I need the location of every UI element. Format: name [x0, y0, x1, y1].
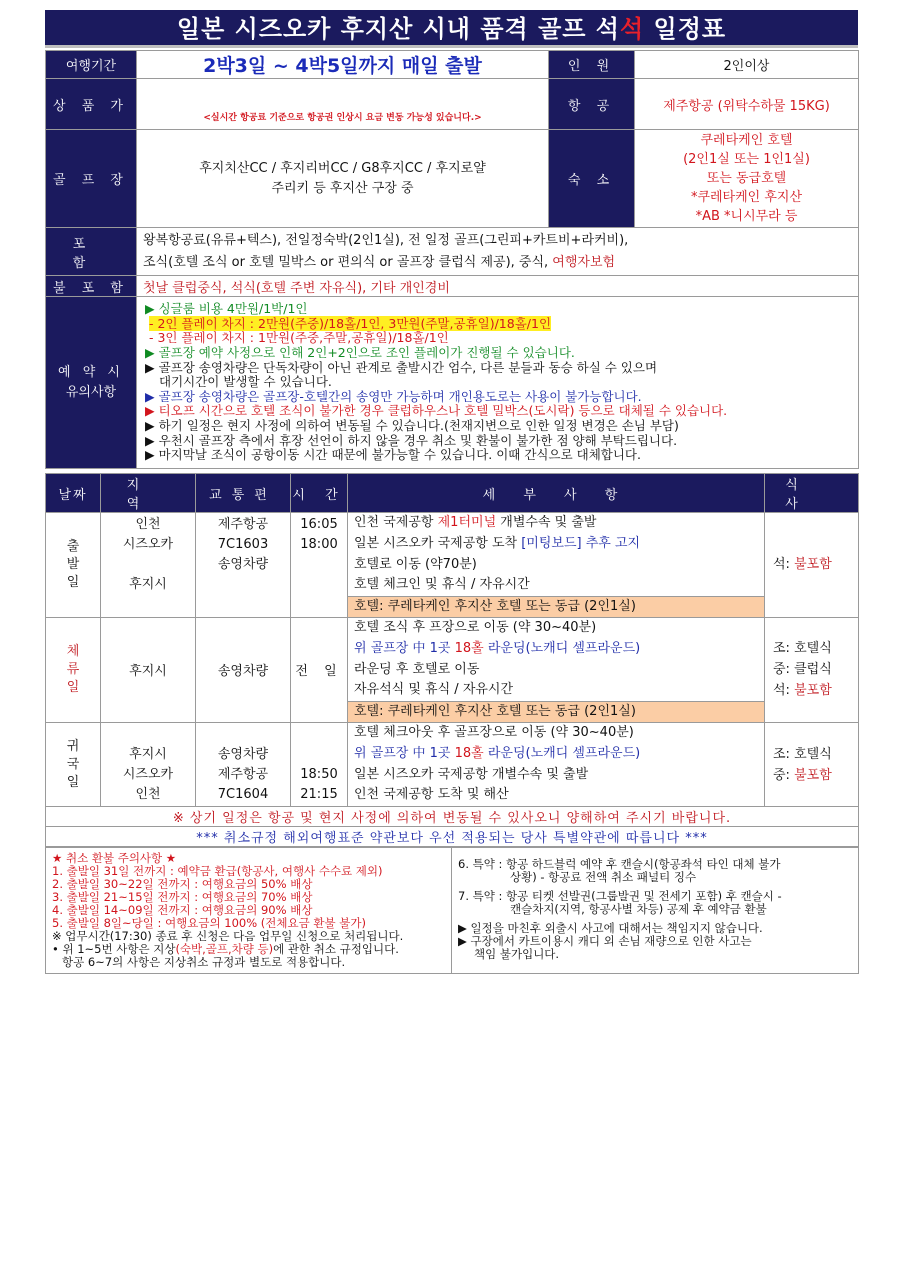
- transport: 7C1603: [217, 537, 269, 552]
- title-text: 일본 시즈오카 후지산 시내 품격 골프 석: [176, 15, 620, 43]
- detail-line: [348, 639, 764, 660]
- exclude-value: 첫날 클럽중식, 석식(호텔 주변 자유식), 기타 개인경비: [137, 276, 859, 297]
- note-item: - 3인 플레이 차지 : 1만원(주중,주말,공휴일)/18홀/1인: [149, 330, 449, 346]
- detail-text: 라운딩(노캐디 셀프라운드): [483, 640, 641, 656]
- people-label: 인 원: [549, 51, 635, 79]
- detail-text: 개별수속 및 출발: [496, 515, 597, 530]
- note-item: ▶ 하기 일정은 현지 사정에 의하여 변동될 수 있습니다.(천재지변으로 인한 일정 변경은 손님 부담): [145, 417, 679, 433]
- meal-label: 조:: [773, 746, 795, 762]
- price-cell: [137, 79, 549, 130]
- col-region: 지 역: [101, 474, 196, 513]
- lodging-line: *쿠레타케인 후지산: [690, 190, 803, 205]
- schedule-row-day2: [46, 617, 859, 722]
- time: 16:05: [300, 517, 338, 532]
- meal-value: 호텔식: [794, 746, 832, 762]
- meal-value: 불포함: [794, 683, 832, 699]
- time-cell: [291, 722, 348, 806]
- detail-emphasis: 18홀: [454, 745, 484, 761]
- include-line-1: 왕복항공료(유류+텍스), 전일정숙박(2인1실), 전 일정 골프(그린피+카트비+라커비),: [143, 232, 629, 248]
- transport: 제주항공: [217, 766, 269, 782]
- schedule-change-banner: ※ 상기 일정은 항공 및 현지 사정에 의하여 변동될 수 있사오니 양해하여 주시기 바랍니다.: [46, 807, 859, 827]
- meal-line: [765, 659, 858, 680]
- detail-line: 호텔로 이동 (약70분): [354, 556, 477, 572]
- include-line-2: [143, 252, 858, 274]
- note-item: ▶ 티오프 시간으로 호텔 조식이 불가한 경우 클럽하우스나 호텔 밀박스(도시락) 등으로 대체될 수 있습니다.: [145, 403, 728, 419]
- region-cell: 후지시: [101, 617, 196, 722]
- detail-text: 위 골프장 中 1곳: [354, 745, 455, 761]
- note-item: ▶ 마지막날 조식이 공항이동 시간 때문에 불가능할 수 있습니다. 이때 간식으로 대체합니다.: [145, 447, 641, 463]
- detail-text: 라운딩(노캐디 셀프라운드): [483, 745, 641, 761]
- summary-table: [45, 50, 859, 469]
- lodging-line: 쿠레타케인 호텔: [700, 133, 793, 148]
- schedule-row-day3: [46, 722, 859, 806]
- include-value: [137, 228, 859, 276]
- detail-line: 라운딩 후 호텔로 이동: [354, 661, 480, 677]
- col-time: 시 간: [291, 474, 348, 513]
- details-cell: [348, 722, 765, 806]
- scope-text: • 위 1~5번 사항은 지상: [52, 942, 176, 957]
- cart-note: ▶ 구장에서 카트이용시 캐디 외 손님 재량으로 인한 사고는: [458, 934, 752, 949]
- transport: [196, 725, 290, 745]
- region: 시즈오카: [122, 766, 174, 782]
- details-cell: [348, 617, 765, 722]
- transport-cell: [196, 722, 291, 806]
- meals-cell: [765, 513, 859, 618]
- lodging-label: 숙 소: [549, 130, 635, 228]
- special-rule-7-cont: 캔슬차지(지역, 항공사별 차등) 공제 후 예약금 환불: [510, 902, 767, 917]
- details-cell: [348, 513, 765, 618]
- liability-note: ▶ 일정을 마친후 외출시 사고에 대해서는 책임지지 않습니다.: [458, 921, 763, 936]
- day-label: [46, 722, 101, 806]
- schedule-table: [45, 473, 859, 847]
- meal-line: [765, 765, 858, 786]
- people-value: 2인이상: [635, 51, 859, 79]
- cancellation-table: [45, 847, 859, 974]
- golf-label: 골 프 장: [46, 130, 137, 228]
- golf-courses: [137, 130, 549, 228]
- note-item: ▶ 골프장 송영차량은 골프장-호텔간의 송영만 가능하며 개인용도로는 사용이 불가능합니다.: [145, 388, 642, 404]
- meal-line: [765, 554, 858, 575]
- notes-label: [46, 297, 137, 469]
- cancellation-rule: 5. 출발일 8일~당일 : 여행요금의 100% (전체요금 환불 불가): [52, 916, 366, 931]
- cancellation-rule: 3. 출발일 21~15일 전까지 : 여행요금의 70% 배상: [52, 890, 313, 905]
- period-value: 2박3일 ~ 4박5일까지 매일 출발: [137, 51, 549, 79]
- meal-value: 불포함: [794, 557, 832, 573]
- special-rule-6: 6. 특약 : 항공 하드블럭 예약 후 캔슬시(항공좌석 타인 대체 불가: [458, 857, 781, 872]
- region: [101, 555, 195, 575]
- meal-label: 석:: [773, 557, 795, 573]
- transport: 송영차량: [217, 557, 269, 572]
- detail-text: 일본 시즈오카 국제공항 도착: [354, 535, 522, 551]
- meal-label: 중:: [773, 662, 795, 678]
- notes-label-line-1: 예 약 시: [58, 364, 124, 380]
- col-date: 날짜: [46, 474, 101, 513]
- meal-value: 호텔식: [794, 641, 832, 657]
- lodging-line: 또는 동급호텔: [706, 171, 787, 186]
- airline-value: 제주항공 (위탁수하물 15KG): [635, 79, 859, 130]
- detail-line: [348, 534, 764, 555]
- detail-emphasis: 18홀: [454, 640, 484, 656]
- meal-line: [765, 638, 858, 659]
- title-highlight: 석: [619, 15, 645, 43]
- meal-label: 석:: [773, 683, 795, 699]
- note-item: ▶ 싱글룸 비용 4만원/1박/1인: [145, 301, 308, 317]
- time: 18:00: [300, 537, 338, 552]
- cart-note-cont: 책임 불가입니다.: [474, 947, 560, 962]
- note-item: ▶ 골프장 예약 사정으로 인해 2인+2인으로 조인 플레이가 진행될 수 있습니다.: [145, 345, 575, 361]
- detail-line: 호텔 조식 후 프장으로 이동 (약 30~40분): [354, 619, 597, 635]
- time: [291, 725, 347, 745]
- time: [291, 745, 347, 765]
- scope-note-line-2: 항공 6~7의 사항은 지상취소 규정과 별도로 적용합니다.: [62, 955, 346, 970]
- terms-banner: *** 취소규정 해외여행표준 약관보다 우선 적용되는 당사 특별약관에 따릅니다 ***: [46, 827, 859, 847]
- golf-line-1: 후지치산CC / 후지리버CC / G8후지CC / 후지로얄: [199, 160, 486, 176]
- document-title: [45, 10, 858, 48]
- special-rule-6-cont: 상황) - 항공료 전액 취소 패널티 징수: [510, 870, 697, 885]
- notes-label-line-2: 유의사항: [65, 384, 117, 400]
- region: 인천: [135, 517, 161, 532]
- title-suffix: 일정표: [644, 15, 727, 43]
- meal-value: 클럽식: [794, 662, 832, 678]
- period-label: 여행기간: [46, 51, 137, 79]
- hotel-line: 호텔: 쿠레타케인 후지산 호텔 또는 동급 (2인1실): [348, 596, 764, 617]
- detail-line: 인천 국제공항 도착 및 해산: [354, 787, 509, 803]
- include-line-2-text: 조식(호텔 조식 or 호텔 밀박스 or 편의식 or 골프장 클럽식 제공), 중식,: [143, 254, 553, 270]
- detail-emphasis: 제1터미널: [437, 515, 497, 530]
- price-note: <실시간 항공료 기준으로 항공권 인상시 요금 변동 가능성 있습니다.>: [203, 113, 482, 123]
- meal-label: 조:: [773, 641, 795, 657]
- region: 후지시: [129, 746, 167, 762]
- detail-line: 자유석식 및 휴식 / 자유시간: [354, 682, 514, 698]
- note-item: ▶ 골프장 송영차량은 단독차량이 아닌 관계로 출발시간 엄수, 다른 분들과 동승 하실 수 있으며: [145, 359, 658, 375]
- transport: 7C1604: [217, 786, 269, 802]
- note-item: [145, 317, 850, 332]
- transport-cell: [196, 513, 291, 618]
- time-cell: [291, 513, 348, 618]
- itinerary-document: [45, 10, 858, 974]
- detail-emphasis: [미팅보드] 추후 고지: [521, 535, 641, 551]
- region: 인천: [135, 786, 161, 802]
- detail-text: 위 골프장 中 1곳: [354, 640, 455, 656]
- col-transport: 교통편: [196, 474, 291, 513]
- detail-line: [348, 513, 764, 534]
- airline-label: 항 공: [549, 79, 635, 130]
- note-highlight: - 2인 플레이 차지 : 2만원(주중)/18홀/1인, 3만원(주말,공휴일)/18홀/1인: [149, 315, 552, 331]
- region-cell: [101, 722, 196, 806]
- detail-text: 인천 국제공항: [354, 515, 438, 530]
- cancellation-heading: ★ 취소 환불 주의사항 ★: [52, 851, 177, 866]
- meals-cell: [765, 617, 859, 722]
- note-item: 대기시간이 발생할 수 있습니다.: [159, 374, 332, 390]
- meal-line: [765, 680, 858, 701]
- hotel-line: 호텔: 쿠레타케인 후지산 호텔 또는 동급 (2인1실): [348, 701, 764, 722]
- exclude-label: 불 포 함: [46, 276, 137, 297]
- cancellation-right: [452, 848, 859, 974]
- schedule-row-day1: [46, 513, 859, 618]
- detail-line: 호텔 체크아웃 후 골프장으로 이동 (약 30~40분): [354, 724, 634, 740]
- day-text: 귀국일: [66, 738, 80, 790]
- cancellation-left: [46, 848, 452, 974]
- scope-emphasis: (숙박,골프,차량 등): [175, 942, 274, 957]
- detail-line: [348, 744, 764, 765]
- transport: 제주항공: [217, 517, 269, 532]
- time: 18:50: [300, 766, 338, 782]
- include-label: 포 함: [46, 228, 137, 276]
- notes-list: [137, 297, 859, 469]
- region: 후지시: [129, 577, 167, 592]
- col-meals: 식 사: [765, 474, 859, 513]
- meals-cell: [765, 722, 859, 806]
- cancellation-rule: 4. 출발일 14~09일 전까지 : 여행요금의 90% 배상: [52, 903, 313, 918]
- detail-line: 호텔 체크인 및 휴식 / 자유시간: [354, 577, 530, 593]
- lodging-line: (2인1실 또는 1인1실): [683, 152, 810, 167]
- region: 시즈오카: [122, 537, 174, 552]
- meal-line: [765, 744, 858, 765]
- meal-value: 불포함: [794, 767, 832, 783]
- cancellation-rule: 2. 출발일 30~22일 전까지 : 여행요금의 50% 배상: [52, 877, 313, 892]
- day-text: 출발일: [66, 538, 80, 590]
- cancellation-rule: 1. 출발일 31일 전까지 : 예약금 환급(항공사, 여행사 수수료 제외): [52, 864, 383, 879]
- lodging-value: [635, 130, 859, 228]
- day-label: [46, 513, 101, 618]
- day-label: [46, 617, 101, 722]
- time: 21:15: [300, 786, 338, 802]
- lodging-line: *AB *니시무라 등: [695, 209, 798, 224]
- transport-cell: 송영차량: [196, 617, 291, 722]
- transport: 송영차량: [217, 746, 269, 762]
- scope-text: 에 관한 취소 규정입니다.: [273, 942, 399, 957]
- insurance-text: 여행자보험: [552, 254, 616, 270]
- detail-line: 일본 시즈오카 국제공항 개별수속 및 출발: [354, 766, 589, 782]
- special-rule-7: 7. 특약 : 항공 티켓 선발권(그룹발권 및 전세기 포함) 후 캔슬시 -: [458, 889, 782, 904]
- region-cell: [101, 513, 196, 618]
- col-details: 세 부 사 항: [348, 474, 765, 513]
- office-hours-note: ※ 업무시간(17:30) 종료 후 신청은 다음 업무일 신청으로 처리됩니다.: [52, 929, 404, 944]
- day-text: 체류일: [66, 643, 80, 695]
- meal-label: 중:: [773, 767, 795, 783]
- note-item: ▶ 우천시 골프장 측에서 휴장 선언이 하지 않을 경우 취소 및 환불이 불가한 점 양해 부탁드립니다.: [145, 432, 678, 448]
- region: [101, 725, 195, 745]
- golf-line-2: 주리키 등 후지산 구장 중: [271, 180, 414, 196]
- price-label: 상 품 가: [46, 79, 137, 130]
- time-cell: 전 일: [291, 617, 348, 722]
